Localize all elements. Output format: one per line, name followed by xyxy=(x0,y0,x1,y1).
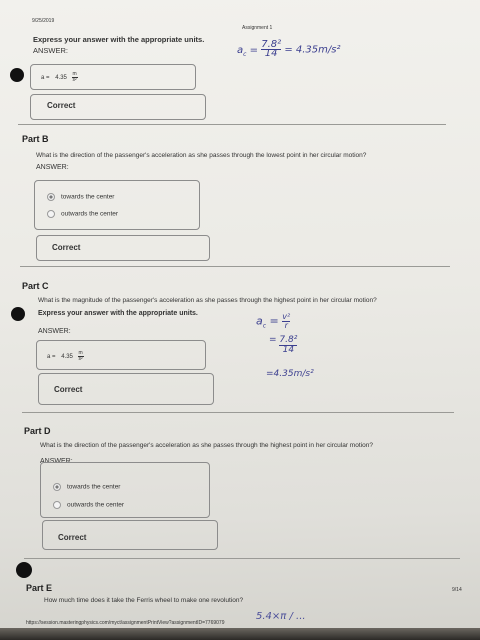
print-date: 9/25/2019 xyxy=(32,18,55,24)
handwritten-note-part-e: 5.4×π / ... xyxy=(256,611,306,622)
part-a-answer-unit xyxy=(72,72,78,83)
part-d-question: What is the direction of the passenger's acceleration as she passes through the highest point in her circular motion? xyxy=(40,442,373,449)
part-d-title: Part D xyxy=(24,426,51,436)
radio-icon[interactable] xyxy=(53,501,61,509)
page-number: 9/14 xyxy=(452,587,462,593)
unit-denominator: s² xyxy=(72,77,77,83)
part-d-options-box xyxy=(40,462,210,518)
table-surface xyxy=(0,628,480,640)
part-b-options-box xyxy=(34,180,200,230)
part-c-status-box xyxy=(38,373,214,405)
part-b-status: Correct xyxy=(52,243,81,252)
part-c-answer-prefix: a = xyxy=(47,354,56,361)
part-d-option-2[interactable]: outwards the center xyxy=(53,501,124,509)
part-b-option-1[interactable]: towards the center xyxy=(47,193,114,201)
part-c-question: What is the magnitude of the passenger's acceleration as she passes through the highest point in her circular motion? xyxy=(38,297,377,304)
part-a-status: Correct xyxy=(47,101,76,110)
part-c-answer-label: ANSWER: xyxy=(38,328,71,335)
radio-selected-icon[interactable] xyxy=(47,193,55,201)
divider xyxy=(22,412,454,413)
radio-selected-icon[interactable] xyxy=(53,483,61,491)
binder-hole xyxy=(16,562,32,578)
part-b-title: Part B xyxy=(22,134,49,144)
binder-hole xyxy=(10,68,24,82)
part-b-option-2[interactable]: outwards the center xyxy=(47,210,118,218)
part-d-answer-label: ANSWER: xyxy=(40,458,73,465)
part-c-answer-box xyxy=(36,340,206,370)
unit-numerator: m xyxy=(72,71,77,77)
part-d-status: Correct xyxy=(58,533,87,542)
radio-icon[interactable] xyxy=(47,210,55,218)
part-d-option-1[interactable]: towards the center xyxy=(53,483,120,491)
part-d-status-box xyxy=(42,520,218,550)
part-a-answer-value: 4.35 xyxy=(55,75,67,82)
part-c-status: Correct xyxy=(54,385,83,394)
part-b-status-box xyxy=(36,235,210,261)
unit-numerator: m xyxy=(78,350,83,356)
part-e-title: Part E xyxy=(26,583,53,593)
unit-denominator: s² xyxy=(78,356,83,362)
part-b-answer-label: ANSWER: xyxy=(36,164,69,171)
assignment-title: Assignment 1 xyxy=(242,25,273,31)
divider xyxy=(24,558,460,559)
footer-url: https://session.masteringphysics.com/myct/assignmentPrintView?assignmentID=7769079 xyxy=(26,620,225,626)
divider xyxy=(18,124,446,125)
handwritten-formula-line-1: $a_c$ = $\frac{\text{v²}}{r}$ xyxy=(256,312,291,330)
part-a-answer-prefix: a = xyxy=(41,75,50,82)
part-e-question: How much time does it take the Ferris wheel to make one revolution? xyxy=(44,597,244,604)
part-c-instruction: Express your answer with the appropriate units. xyxy=(38,310,198,317)
part-a-status-box xyxy=(30,94,206,120)
part-c-title: Part C xyxy=(22,281,49,291)
part-c-answer-value: 4.35 xyxy=(61,354,73,361)
part-a-answer-label: ANSWER: xyxy=(33,46,69,55)
part-c-answer-unit xyxy=(78,351,84,362)
divider xyxy=(20,266,450,267)
handwritten-note-part-a: $a_c$ = $\frac{\text{7.8²}}{14}$ = 4.35m/s² xyxy=(237,39,341,59)
handwritten-formula-line-2: = $\frac{\text{7.8²}}{14}$ xyxy=(269,335,298,355)
part-a-instruction: Express your answer with the appropriate units. xyxy=(33,35,205,44)
binder-hole xyxy=(11,307,25,321)
handwritten-formula-line-3: =4.35m/s² xyxy=(266,369,314,379)
part-a-answer-box xyxy=(30,64,196,90)
part-b-question: What is the direction of the passenger's acceleration as she passes through the lowest point in her circular motion? xyxy=(36,152,367,159)
